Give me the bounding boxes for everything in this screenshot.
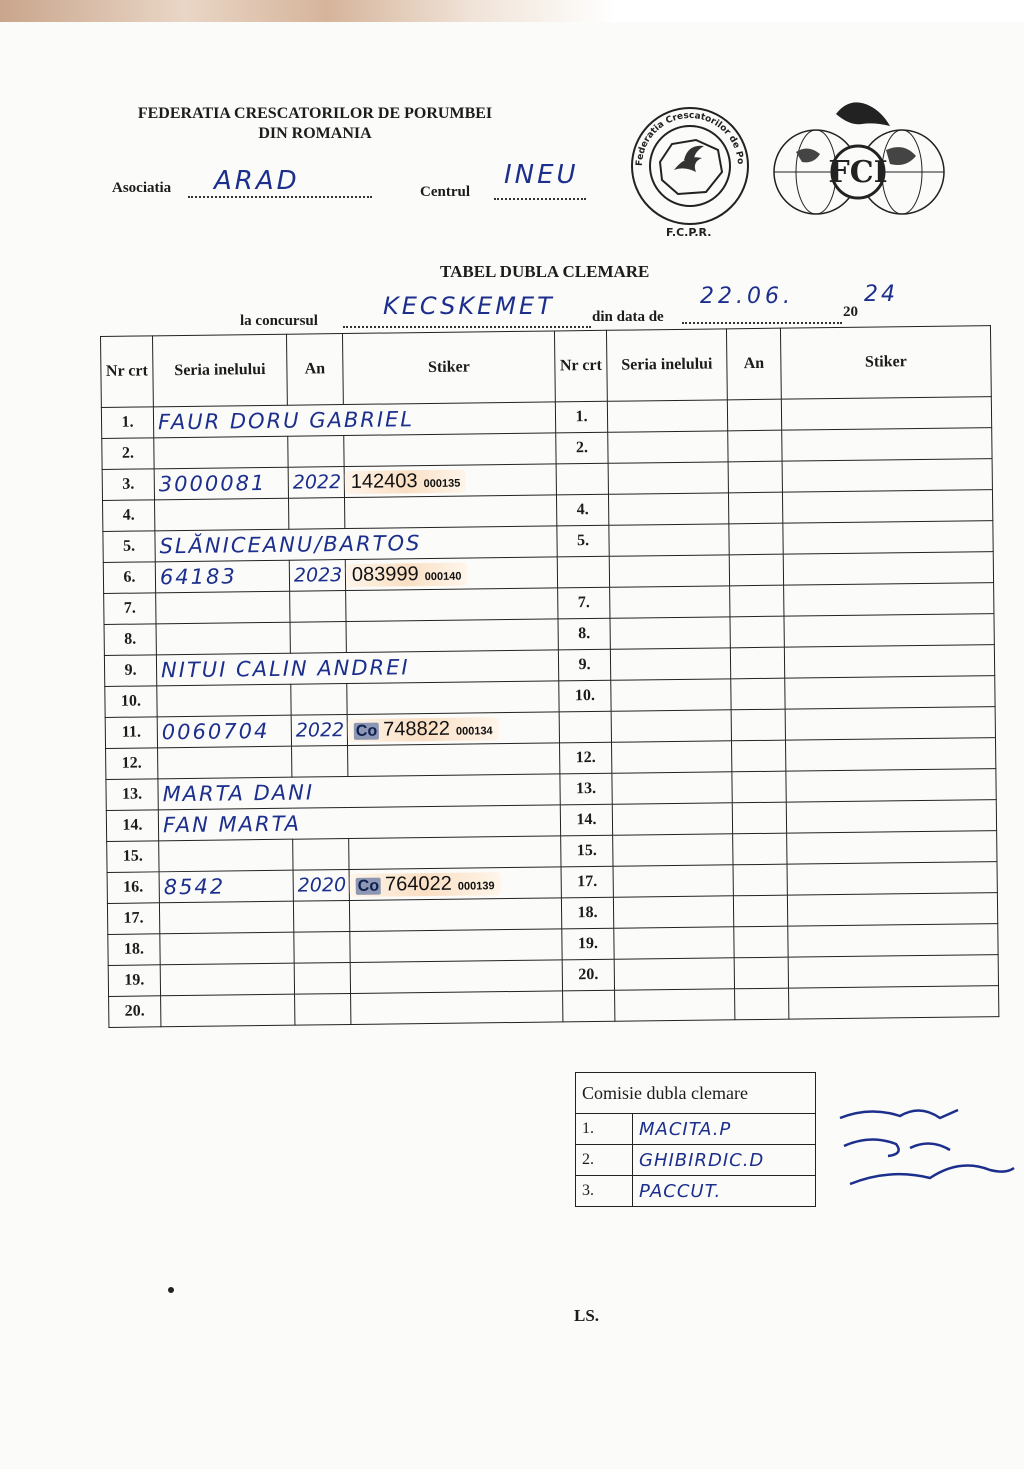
row-number: 4.	[103, 500, 155, 532]
ring-year: 2023	[289, 560, 345, 592]
empty-cell-stiker-right	[785, 738, 995, 772]
row-number-right: 10.	[559, 680, 611, 712]
sticker-number: 748822	[383, 717, 451, 741]
empty-cell-stiker-right	[784, 614, 994, 648]
sticker-cell	[350, 929, 562, 963]
ring-year: 2020	[293, 869, 349, 901]
row-number-right	[559, 711, 611, 743]
ring-year	[291, 684, 347, 716]
sticker-cell	[344, 433, 556, 467]
empty-cell-an-right	[728, 461, 782, 493]
row-number-right: 8.	[558, 618, 610, 650]
empty-cell-seria-right	[614, 958, 734, 990]
empty-cell-seria-right	[612, 772, 732, 804]
ring-year	[288, 498, 344, 530]
torn-paper-edge	[0, 0, 1024, 22]
col-nr-left: Nr crt	[101, 336, 154, 408]
row-number: 7.	[104, 593, 156, 625]
empty-cell-an-right	[727, 399, 781, 431]
ring-series	[159, 839, 293, 872]
empty-cell-stiker-right	[788, 924, 998, 958]
committee-nr: 3.	[576, 1176, 633, 1207]
ink-dot	[168, 1287, 174, 1293]
sticker-cell	[348, 743, 560, 777]
row-number: 11.	[105, 717, 157, 749]
row-number: 1.	[101, 407, 153, 439]
sticker-cell	[349, 836, 561, 870]
row-number-right: 12.	[560, 742, 612, 774]
col-nr-right: Nr crt	[554, 330, 607, 402]
sticker-label	[350, 872, 501, 897]
ring-series: 0060704	[157, 715, 291, 748]
empty-cell-an-right	[729, 554, 783, 586]
empty-cell-an-right	[735, 988, 789, 1020]
empty-cell-stiker-right	[785, 676, 995, 710]
empty-cell-seria-right	[607, 400, 727, 432]
empty-cell-an-right	[729, 523, 783, 555]
empty-cell-stiker-right	[782, 490, 992, 524]
empty-cell-an-right	[734, 957, 788, 989]
sticker-cell	[346, 588, 558, 622]
col-stiker-left: Stiker	[342, 331, 555, 405]
row-number-right	[557, 556, 609, 588]
empty-cell-seria-right	[615, 989, 735, 1021]
empty-cell-stiker-right	[786, 800, 996, 834]
centrul-dotted-line	[494, 198, 586, 200]
empty-cell-seria-right	[613, 865, 733, 897]
row-number-right: 7.	[558, 587, 610, 619]
row-number-right: 1.	[555, 401, 607, 433]
ring-series: 3000081	[154, 467, 288, 500]
sticker-prefix: Co	[355, 722, 378, 740]
asociatia-value: ARAD	[214, 166, 300, 196]
concurs-value: KECSKEMET	[383, 292, 555, 320]
col-an-right: An	[726, 328, 781, 400]
empty-cell-seria-right	[608, 493, 728, 525]
sticker-cell	[345, 557, 557, 591]
row-number: 12.	[106, 748, 158, 780]
sticker-cell	[351, 991, 563, 1025]
date-value: 22.06.	[700, 284, 794, 309]
empty-cell-stiker-right	[787, 831, 997, 865]
row-number-right: 2.	[556, 432, 608, 464]
empty-cell-stiker-right	[783, 552, 993, 586]
ring-year: 2022	[291, 715, 347, 747]
organization-title	[100, 104, 530, 144]
table-header-row	[101, 326, 992, 408]
ring-series: 8542	[159, 870, 293, 903]
table-heading: TABEL DUBLA CLEMARE	[440, 262, 650, 281]
sticker-cell	[347, 712, 559, 746]
committee-member-name: PACCUT.	[633, 1176, 816, 1207]
empty-cell-stiker-right	[787, 893, 997, 927]
breeder-name: MARTA DANI	[158, 774, 560, 810]
sticker-serial: 000139	[457, 879, 495, 893]
date-label: din data de	[592, 309, 664, 325]
committee-signatures	[830, 1098, 1020, 1203]
centrul-value: INEU	[504, 160, 579, 190]
empty-cell-an-right	[733, 864, 787, 896]
sticker-serial: 000134	[455, 724, 493, 738]
row-number: 3.	[102, 469, 154, 501]
sticker-cell	[344, 495, 556, 529]
row-number-right: 19.	[562, 928, 614, 960]
sticker-cell	[349, 867, 561, 901]
committee-member-name: GHIBIRDIC.D	[633, 1145, 816, 1176]
asociatia-label: Asociatia	[112, 180, 172, 196]
ring-year	[295, 993, 351, 1025]
org-line-1: FEDERATIA CRESCATORILOR DE PORUMBEI	[137, 105, 493, 122]
empty-cell-seria-right	[609, 524, 729, 556]
row-number-right: 20.	[562, 959, 614, 991]
committee-member-name: MACITA.P	[633, 1114, 816, 1145]
row-number-right	[563, 990, 615, 1022]
empty-cell-seria-right	[610, 648, 730, 680]
col-seria-left: Seria inelului	[153, 334, 288, 407]
sticker-cell	[350, 960, 562, 994]
row-number: 20.	[109, 996, 161, 1028]
empty-cell-stiker-right	[787, 862, 997, 896]
col-stiker-right: Stiker	[780, 326, 991, 400]
empty-cell-an-right	[732, 771, 786, 803]
empty-cell-stiker-right	[784, 583, 994, 617]
year-prefix: 20	[843, 304, 858, 320]
committee-nr: 1.	[576, 1114, 633, 1145]
empty-cell-stiker-right	[783, 521, 993, 555]
empty-cell-seria-right	[612, 741, 732, 773]
sticker-label	[348, 717, 499, 742]
ring-series	[156, 622, 290, 655]
ring-series	[159, 901, 293, 934]
locul-stampilei: LS.	[574, 1306, 600, 1325]
empty-cell-seria-right	[608, 431, 728, 463]
empty-cell-an-right	[731, 740, 785, 772]
ring-series	[160, 963, 294, 996]
empty-cell-seria-right	[613, 896, 733, 928]
ring-year	[292, 746, 348, 778]
fcpr-logo	[622, 100, 758, 243]
row-number: 18.	[108, 934, 160, 966]
empty-cell-stiker-right	[784, 645, 994, 679]
row-number-right: 9.	[558, 649, 610, 681]
empty-cell-seria-right	[609, 555, 729, 587]
committee-title: Comisie dubla clemare	[576, 1073, 816, 1114]
empty-cell-an-right	[734, 926, 788, 958]
sticker-serial: 000135	[423, 477, 461, 490]
empty-cell-seria-right	[608, 462, 728, 494]
empty-cell-stiker-right	[785, 707, 995, 741]
row-number-right: 13.	[560, 773, 612, 805]
fci-text: FCI	[828, 155, 888, 190]
row-number: 2.	[102, 438, 154, 470]
year-value: 24	[864, 282, 898, 307]
ring-year	[294, 962, 350, 994]
breeder-name: FAN MARTA	[158, 805, 560, 841]
sticker-number: 083999	[351, 562, 419, 586]
row-number: 16.	[107, 872, 159, 904]
row-number: 10.	[105, 686, 157, 718]
empty-cell-seria-right	[612, 803, 732, 835]
sticker-cell	[346, 619, 558, 653]
ring-year	[288, 436, 344, 468]
row-number: 13.	[106, 779, 158, 811]
sticker-cell	[347, 681, 559, 715]
empty-cell-seria-right	[611, 710, 731, 742]
row-number: 19.	[108, 965, 160, 997]
empty-cell-an-right	[728, 492, 782, 524]
row-number-right: 5.	[557, 525, 609, 557]
row-number-right: 4.	[556, 494, 608, 526]
date-dotted-line	[682, 322, 842, 324]
ring-year: 2022	[288, 467, 344, 499]
col-seria-right: Seria inelului	[606, 329, 727, 401]
empty-cell-stiker-right	[786, 769, 996, 803]
ring-series	[154, 436, 288, 469]
empty-cell-an-right	[730, 616, 784, 648]
ring-year	[294, 931, 350, 963]
sticker-number: 764022	[384, 872, 452, 896]
committee-nr: 2.	[576, 1145, 633, 1176]
row-number: 17.	[107, 903, 159, 935]
sticker-prefix: Co	[357, 877, 380, 895]
sticker-serial: 000140	[424, 570, 462, 583]
empty-cell-an-right	[728, 430, 782, 462]
row-number-right: 15.	[561, 835, 613, 867]
fcpr-abbrev: F.C.P.R.	[666, 226, 712, 238]
empty-cell-seria-right	[610, 617, 730, 649]
concurs-dotted-line	[343, 326, 591, 328]
ring-series	[158, 746, 292, 779]
ring-year	[293, 900, 349, 932]
fci-logo	[766, 92, 956, 227]
ring-series	[155, 498, 289, 531]
col-an-left: An	[286, 334, 343, 406]
empty-cell-stiker-right	[782, 459, 992, 493]
centrul-label: Centrul	[420, 184, 470, 200]
breeder-name: SLĂNICEANU/BARTOS	[155, 526, 557, 562]
empty-cell-seria-right	[611, 679, 731, 711]
empty-cell-an-right	[730, 647, 784, 679]
empty-cell-seria-right	[610, 586, 730, 618]
asociatia-dotted-line	[188, 196, 372, 198]
breeder-name: FAUR DORU GABRIEL	[153, 402, 555, 438]
ring-year	[290, 622, 346, 654]
sticker-number: 142403	[350, 469, 418, 493]
empty-cell-stiker-right	[782, 428, 992, 462]
committee-table	[575, 1072, 816, 1207]
row-number-right	[556, 463, 608, 495]
row-number-right: 17.	[561, 866, 613, 898]
row-number: 15.	[107, 841, 159, 873]
row-number-right: 18.	[561, 897, 613, 929]
empty-cell-stiker-right	[789, 986, 999, 1020]
row-number: 14.	[106, 810, 158, 842]
row-number: 9.	[104, 655, 156, 687]
ring-year	[293, 838, 349, 870]
empty-cell-stiker-right	[788, 955, 998, 989]
empty-cell-an-right	[730, 585, 784, 617]
row-number-right: 14.	[560, 804, 612, 836]
ring-series	[157, 684, 291, 717]
concurs-label: la concursul	[240, 313, 318, 329]
ring-year	[290, 591, 346, 623]
clemare-table	[100, 325, 999, 1028]
empty-cell-an-right	[733, 895, 787, 927]
svg-text:Federatia Crescatorilor de Por	[622, 100, 745, 166]
row-number: 5.	[103, 531, 155, 563]
empty-cell-an-right	[732, 802, 786, 834]
empty-cell-stiker-right	[781, 397, 991, 431]
org-line-2: DIN ROMANIA	[258, 125, 372, 142]
sticker-cell	[344, 464, 556, 498]
ring-series	[160, 932, 294, 965]
ring-series	[156, 591, 290, 624]
ring-series: 64183	[155, 560, 289, 593]
row-number: 6.	[103, 562, 155, 594]
breeder-name: NITUI CALIN ANDREI	[156, 650, 558, 686]
row-number: 8.	[104, 624, 156, 656]
sticker-cell	[349, 898, 561, 932]
ring-series	[161, 994, 295, 1027]
empty-cell-seria-right	[614, 927, 734, 959]
empty-cell-an-right	[731, 709, 785, 741]
sticker-label	[345, 469, 467, 493]
empty-cell-an-right	[731, 678, 785, 710]
empty-cell-an-right	[733, 833, 787, 865]
fcpr-ring-text: Federatia Crescatorilor de Po	[634, 110, 746, 167]
sticker-label	[346, 562, 468, 586]
empty-cell-seria-right	[613, 834, 733, 866]
